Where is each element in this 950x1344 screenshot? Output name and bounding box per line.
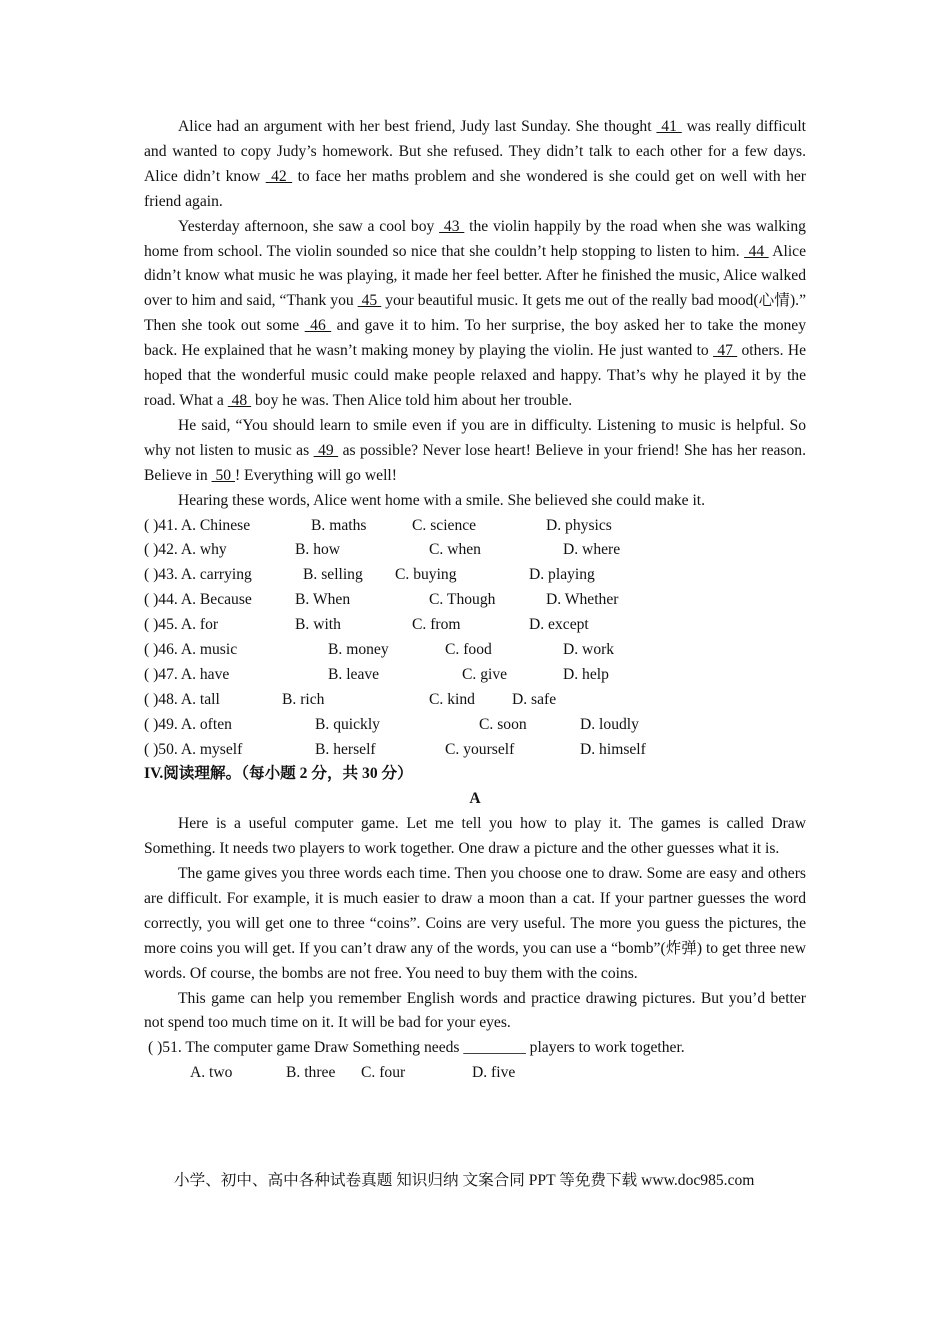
question-51-options — [144, 1061, 806, 1086]
option-c: C. Though — [429, 591, 496, 609]
question-42 — [144, 538, 806, 563]
option-a: A. two — [190, 1064, 233, 1082]
question-stem: ( )44. A. Because — [144, 591, 252, 609]
passage-paragraph-2 — [144, 215, 806, 414]
blank-45: 45 — [357, 292, 382, 310]
text-run: and gave it to him. To her surprise, the boy asked her to take the money back. He explained that he wasn’t making money by playing the violin. He just wanted to — [144, 317, 807, 360]
blank-46: 46 — [304, 317, 332, 335]
option-c: C. four — [361, 1064, 406, 1082]
passage-paragraph-4: Hearing these words, Alice went home with a smile. She believed she could make it. — [178, 491, 706, 509]
option-b: B. with — [295, 616, 341, 634]
text-run: Alice had an argument with her best friend, Judy last Sunday. She thought — [178, 118, 657, 135]
option-b: B. maths — [311, 516, 367, 534]
passage-paragraph-1 — [144, 115, 806, 215]
text-run: Yesterday afternoon, she saw a cool boy — [178, 217, 440, 235]
question-49 — [144, 713, 806, 738]
option-b: B. money — [328, 640, 389, 658]
question-stem: ( )50. A. myself — [144, 740, 243, 758]
text-run: boy he was. Then Alice told him about her trouble. — [251, 391, 573, 409]
option-d: D. work — [563, 640, 615, 658]
option-d: D. except — [529, 616, 589, 634]
option-d: D. Whether — [546, 591, 619, 609]
blank-43: 43 — [439, 217, 465, 235]
text-run: Alice didn’t know what music he was playing, it made her feel better. After he finished the music, Alice walked over to him and said, “Thank you — [144, 242, 807, 310]
option-b: B. When — [295, 591, 351, 609]
question-stem: ( )47. A. have — [144, 665, 230, 683]
question-stem: ( )41. A. Chinese — [144, 516, 251, 534]
question-stem: ( )46. A. music — [144, 640, 238, 658]
option-d: D. where — [563, 541, 621, 559]
part-title: A — [469, 790, 481, 808]
blank-41: 41 — [656, 118, 682, 135]
blank-49: 49 — [313, 441, 339, 459]
question-stem: ( )43. A. carrying — [144, 566, 252, 584]
question-stem: ( )42. A. why — [144, 541, 227, 559]
reading-paragraph-3: This game can help you remember English words and practice drawing pictures. But you’d better not spend too much time on it. It will be bad for your eyes. — [144, 989, 806, 1032]
text-run: others. He hoped that the wonderful music could make people relaxed and happy. That’s why he played it by the road. What a — [144, 342, 806, 409]
option-d: D. safe — [512, 690, 557, 708]
option-d: D. himself — [580, 740, 646, 758]
option-c: C. buying — [395, 566, 457, 584]
option-b: B. herself — [315, 740, 376, 758]
question-48 — [144, 688, 806, 713]
option-c: C. soon — [479, 715, 527, 733]
question-44 — [144, 588, 806, 613]
option-b: B. quickly — [315, 715, 380, 733]
option-b: B. how — [295, 541, 341, 559]
option-c: C. when — [429, 541, 481, 559]
question-45 — [144, 613, 806, 638]
option-d: D. playing — [529, 566, 595, 584]
option-d: D. help — [563, 665, 609, 683]
reading-paragraph-1: Here is a useful computer game. Let me tell you how to play it. The games is called Draw Something. It needs two players to work together. One draw a picture and the other guesses what it is. — [144, 815, 806, 858]
option-c: C. yourself — [445, 740, 515, 758]
option-b: B. rich — [282, 690, 325, 708]
option-b: B. three — [286, 1064, 336, 1082]
text-run: your beautiful music. It gets me out of the really bad mood(心情).” Then she took out some — [144, 292, 806, 335]
question-43 — [144, 563, 806, 588]
page-footer: 小学、初中、高中各种试卷真题 知识归纳 文案合同 PPT 等免费下载 www.doc985.com — [174, 1172, 755, 1189]
option-d: D. loudly — [580, 715, 639, 733]
blank-44: 44 — [744, 242, 769, 260]
blank-47: 47 — [713, 342, 738, 360]
question-stem: ( )49. A. often — [144, 715, 232, 733]
text-run: as possible? Never lose heart! Believe in your friend! She has her reason. Believe in — [144, 441, 806, 484]
option-b: B. leave — [328, 665, 380, 683]
question-stem: ( )45. A. for — [144, 616, 219, 634]
blank-48: 48 — [227, 391, 252, 409]
option-c: C. food — [445, 640, 492, 658]
option-d: D. physics — [546, 516, 612, 534]
question-41 — [144, 514, 806, 539]
reading-paragraph-2: The game gives you three words each time. Then you choose one to draw. Some are easy and others are difficult. For example, it is much easier to draw a moon than a cat. If your partner guesses the word correctly, you will get one to three “coins”. Coins are very useful. The more you guess the pictures, the more coins you will get. If you can’t draw any of the words, you can use a “bomb”(炸弹) to get three new words. Of course, the bombs are not free. You need to buy them with the coins. — [144, 865, 806, 982]
question-stem: ( )48. A. tall — [144, 690, 220, 708]
text-run: the violin happily by the road when she was walking home from school. The violin sounded so nice that she couldn’t help stopping to listen to him. — [144, 217, 806, 260]
question-47 — [144, 663, 806, 688]
option-c: C. kind — [429, 690, 475, 708]
option-c: C. science — [412, 516, 477, 534]
document-page — [144, 115, 806, 1086]
text-run: He said, “You should learn to smile even if you are in difficulty. Listening to music is helpful. So why not listen to music as — [144, 416, 806, 459]
blank-50: 50 — [211, 466, 235, 484]
text-run: ! Everything will go well! — [234, 466, 397, 484]
passage-paragraph-3 — [144, 414, 806, 489]
question-46 — [144, 638, 806, 663]
blank-42: 42 — [265, 167, 293, 185]
text-run: was really difficult and wanted to copy Judy’s homework. But she refused. They didn’t talk to each other for a few days. Alice didn’t know — [144, 118, 806, 185]
question-51: ( )51. The computer game Draw Something needs ________ players to work together. — [148, 1039, 685, 1057]
option-c: C. give — [462, 665, 508, 683]
question-50 — [144, 738, 806, 763]
option-b: B. selling — [303, 566, 363, 584]
section-heading: IV.阅读理解。（每小题 2 分，共 30 分） — [144, 765, 413, 783]
text-run: to face her maths problem and she wondered is she could get on well with her friend again. — [144, 167, 806, 210]
option-c: C. from — [412, 616, 461, 634]
option-d: D. five — [472, 1064, 516, 1082]
